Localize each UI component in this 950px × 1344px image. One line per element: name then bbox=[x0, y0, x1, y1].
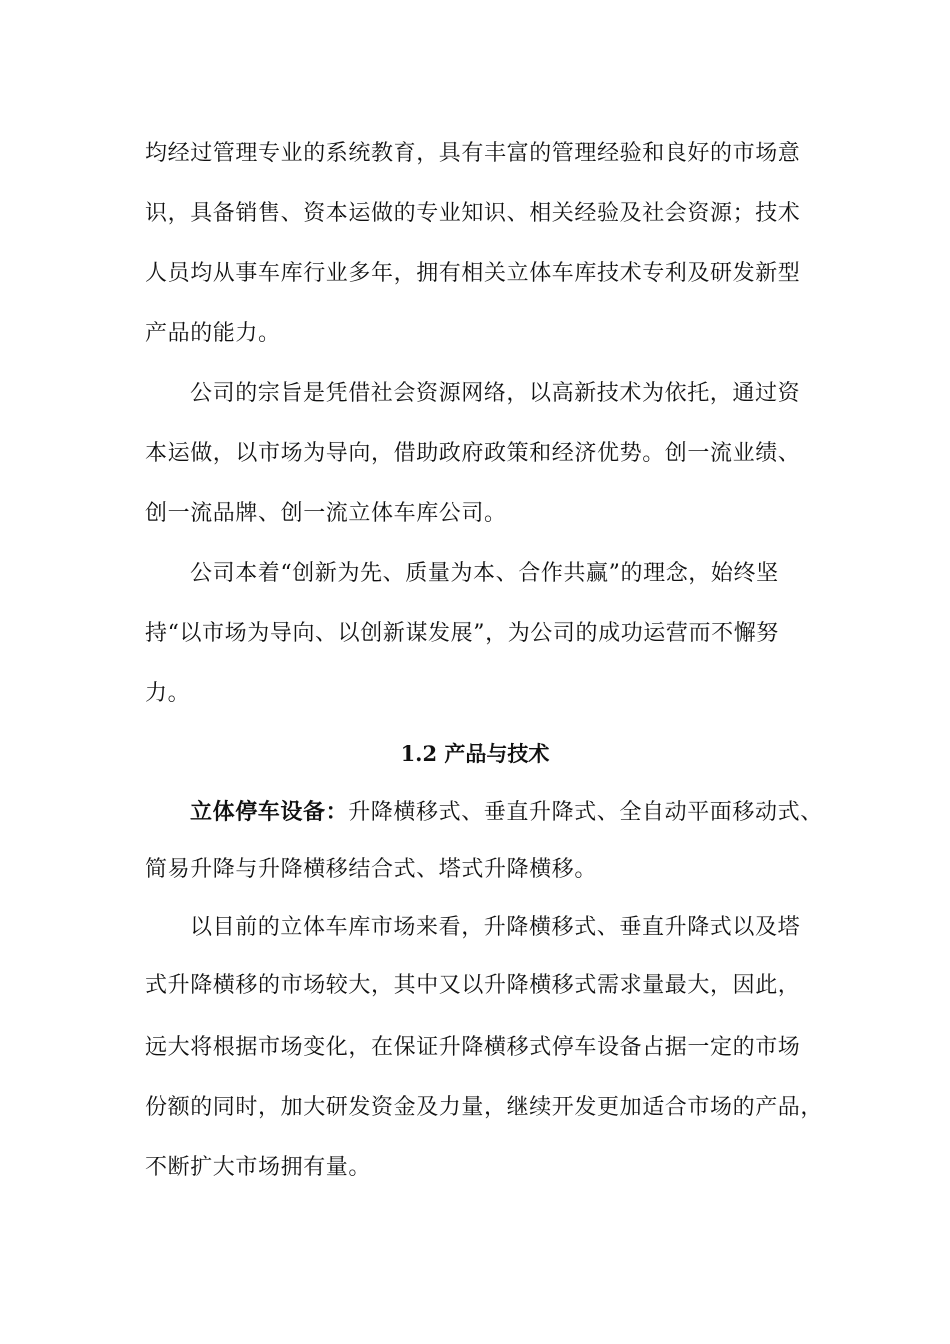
paragraph-line: 份额的同时，加大研发资金及力量，继续开发更加适合市场的产品， bbox=[145, 1095, 824, 1120]
paragraph-line: 公司的宗旨是凭借社会资源网络，以高新技术为依托，通过资 bbox=[190, 381, 801, 406]
paragraph-line: 不断扩大市场拥有量。 bbox=[145, 1155, 372, 1180]
paragraph-line: 持“以市场为导向、以创新谋发展”，为公司的成功运营而不懈努 bbox=[145, 621, 779, 646]
paragraph-line: 人员均从事车库行业多年，拥有相关立体车库技术专利及研发新型 bbox=[145, 261, 801, 286]
paragraph-line: 公司本着“创新为先、质量为本、合作共赢”的理念，始终坚 bbox=[190, 561, 779, 586]
paragraph-line: 力。 bbox=[145, 681, 191, 706]
paragraph-line: 创一流品牌、创一流立体车库公司。 bbox=[145, 501, 507, 526]
paragraph-line: 简易升降与升降横移结合式、塔式升降横移。 bbox=[145, 857, 598, 882]
paragraph-line: 均经过管理专业的系统教育，具有丰富的管理经验和良好的市场意 bbox=[145, 141, 801, 166]
paragraph-line: 远大将根据市场变化，在保证升降横移式停车设备占据一定的市场 bbox=[145, 1035, 801, 1060]
paragraph-line: 产品的能力。 bbox=[145, 321, 281, 346]
paragraph-line: 以目前的立体车库市场来看，升降横移式、垂直升降式以及塔 bbox=[190, 915, 801, 940]
paragraph-line: 识，具备销售、资本运做的专业知识、相关经验及社会资源；技术 bbox=[145, 201, 801, 226]
bold-label: 立体停车设备： bbox=[190, 799, 349, 825]
paragraph-line: 本运做，以市场为导向，借助政府政策和经济优势。创一流业绩、 bbox=[145, 441, 801, 466]
paragraph-line bbox=[190, 797, 823, 828]
paragraph-line: 式升降横移的市场较大，其中又以升降横移式需求量最大，因此， bbox=[145, 973, 801, 998]
paragraph-text: 升降横移式、垂直升降式、全自动平面移动式、 bbox=[348, 800, 823, 825]
section-heading: 1.2 产品与技术 bbox=[400, 741, 550, 766]
